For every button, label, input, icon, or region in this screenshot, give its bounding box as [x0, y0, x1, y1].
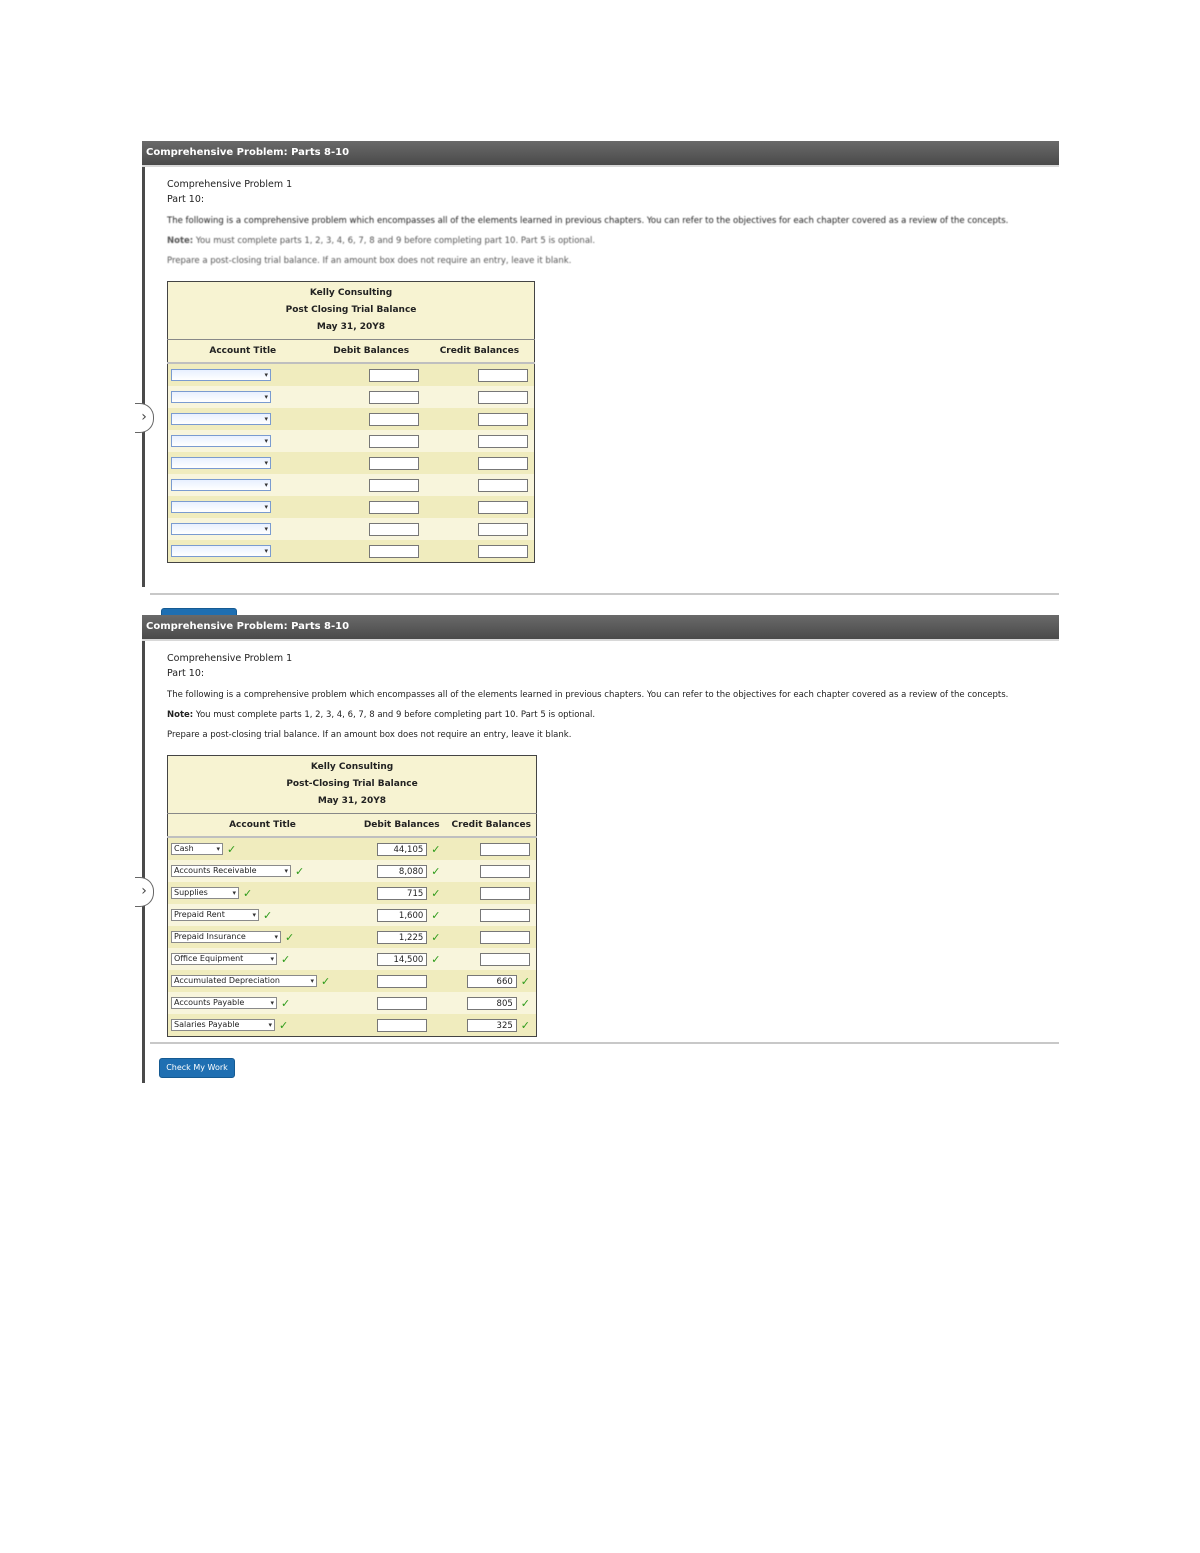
credit-cell: [425, 430, 535, 452]
table-row: [168, 408, 535, 430]
account-select[interactable]: [171, 997, 277, 1009]
credit-cell: [446, 1014, 536, 1037]
credit-cell: [446, 948, 536, 970]
credit-cell: [446, 860, 536, 882]
debit-cell: [318, 496, 425, 518]
table-row: [168, 452, 535, 474]
check-icon: ✓: [281, 952, 291, 966]
debit-cell: [357, 948, 446, 970]
table-row: [168, 970, 537, 992]
credit-input[interactable]: [478, 369, 528, 382]
panel-body: [142, 641, 1059, 1083]
table-row: [168, 860, 537, 882]
account-select[interactable]: [171, 887, 239, 899]
dropdown-arrow-icon: ▾: [232, 889, 236, 897]
account-select[interactable]: [171, 1019, 275, 1031]
check-icon: ✓: [431, 930, 441, 944]
table-row: [168, 363, 535, 386]
account-select[interactable]: [171, 931, 281, 943]
check-icon: ✓: [520, 974, 530, 988]
note-label: Note:: [167, 710, 194, 720]
account-select[interactable]: [171, 457, 271, 469]
debit-cell: [357, 992, 446, 1014]
debit-input[interactable]: [369, 457, 419, 470]
panel-header: Comprehensive Problem: Parts 8-10: [142, 615, 1059, 641]
debit-cell: [357, 1014, 446, 1037]
account-select-value: Cash: [174, 844, 194, 853]
account-cell: [168, 948, 358, 970]
credit-input[interactable]: [478, 479, 528, 492]
debit-input[interactable]: 44,105: [377, 843, 427, 856]
dropdown-arrow-icon: ▾: [310, 977, 314, 985]
check-icon: ✓: [243, 886, 253, 900]
account-cell: [168, 882, 358, 904]
account-cell: [168, 860, 358, 882]
table-row: [168, 518, 535, 540]
debit-cell: [318, 518, 425, 540]
dropdown-arrow-icon: ▾: [264, 459, 268, 467]
instruction-text: Prepare a post-closing trial balance. If an amount box does not require an entry, leave it blank.: [167, 256, 572, 266]
credit-cell: [425, 496, 535, 518]
credit-cell: [425, 452, 535, 474]
account-cell: [168, 408, 318, 430]
table-row: [168, 430, 535, 452]
intro-text: The following is a comprehensive problem which encompasses all of the elements learned in previous chapters. You can refer to the objectives for each chapter covered as a review of the concepts.: [167, 216, 1009, 226]
debit-input[interactable]: 1,600: [377, 909, 427, 922]
dropdown-arrow-icon: ▾: [264, 393, 268, 401]
account-cell: [168, 363, 318, 386]
credit-input[interactable]: [480, 909, 530, 922]
panel-divider: [150, 593, 1059, 595]
debit-cell: [357, 926, 446, 948]
problem-panel-2: [142, 615, 1059, 1083]
problem-title: Comprehensive Problem 1: [167, 179, 293, 190]
account-select[interactable]: [171, 953, 277, 965]
debit-input[interactable]: [369, 413, 419, 426]
trial-balance-table: [167, 755, 537, 1037]
account-select[interactable]: [171, 413, 271, 425]
debit-cell: [318, 452, 425, 474]
table-row: [168, 496, 535, 518]
account-cell: [168, 430, 318, 452]
account-select-value: Accumulated Depreciation: [174, 976, 280, 985]
credit-cell: [446, 992, 536, 1014]
credit-input[interactable]: [478, 435, 528, 448]
account-select[interactable]: [171, 435, 271, 447]
credit-input[interactable]: [480, 887, 530, 900]
dropdown-arrow-icon: ▾: [268, 1021, 272, 1029]
part-label: Part 10:: [167, 668, 205, 679]
check-icon: ✓: [431, 952, 441, 966]
account-cell: [168, 992, 358, 1014]
debit-cell: [357, 970, 446, 992]
table-row: [168, 1014, 537, 1037]
account-select[interactable]: [171, 909, 259, 921]
dropdown-arrow-icon: ▾: [264, 371, 268, 379]
credit-input[interactable]: [480, 953, 530, 966]
dropdown-arrow-icon: ▾: [264, 503, 268, 511]
note-body: You must complete parts 1, 2, 3, 4, 6, 7, 8 and 9 before completing part 10. Part 5 is optional.: [195, 236, 596, 246]
dropdown-arrow-icon: ▾: [216, 845, 220, 853]
debit-input[interactable]: [369, 545, 419, 558]
note-label: Note:: [167, 236, 194, 246]
account-select[interactable]: [171, 369, 271, 381]
debit-cell: [318, 430, 425, 452]
debit-input[interactable]: [369, 435, 419, 448]
debit-input[interactable]: [369, 523, 419, 536]
credit-cell: [425, 474, 535, 496]
account-select[interactable]: [171, 865, 291, 877]
panel-body: [142, 167, 1059, 587]
problem-panel-1: [142, 141, 1059, 587]
check-icon: ✓: [520, 1018, 530, 1032]
account-select[interactable]: [171, 523, 271, 535]
credit-input[interactable]: [480, 931, 530, 944]
debit-input[interactable]: [377, 975, 427, 988]
account-cell: [168, 452, 318, 474]
account-select[interactable]: [171, 501, 271, 513]
problem-title: Comprehensive Problem 1: [167, 653, 293, 664]
table-row: [168, 882, 537, 904]
table-row: [168, 948, 537, 970]
dropdown-arrow-icon: ▾: [284, 867, 288, 875]
account-select[interactable]: [171, 479, 271, 491]
dropdown-arrow-icon: ▾: [264, 481, 268, 489]
debit-input[interactable]: 14,500: [377, 953, 427, 966]
statement-date: May 31, 20Y8: [317, 796, 387, 806]
dropdown-arrow-icon: ▾: [264, 437, 268, 445]
col-account-title: Account Title: [168, 814, 358, 838]
credit-input[interactable]: 805: [467, 997, 517, 1010]
debit-cell: [318, 474, 425, 496]
debit-cell: [357, 837, 446, 860]
table-row: [168, 837, 537, 860]
part-label: Part 10:: [167, 194, 205, 205]
debit-input[interactable]: [377, 997, 427, 1010]
credit-input[interactable]: 660: [467, 975, 517, 988]
credit-input[interactable]: [478, 501, 528, 514]
check-icon: ✓: [431, 886, 441, 900]
col-account-title: Account Title: [168, 340, 318, 364]
statement-title: Post Closing Trial Balance: [285, 305, 417, 315]
credit-input[interactable]: [478, 523, 528, 536]
credit-cell: [446, 904, 536, 926]
check-icon: ✓: [281, 996, 291, 1010]
account-select-value: Prepaid Rent: [174, 910, 225, 919]
table-row: [168, 386, 535, 408]
company-name: Kelly Consulting: [309, 288, 393, 298]
account-cell: [168, 386, 318, 408]
debit-input[interactable]: [369, 369, 419, 382]
col-credit: Credit Balances: [425, 340, 535, 364]
table-row: [168, 904, 537, 926]
debit-cell: [318, 408, 425, 430]
intro-text: The following is a comprehensive problem which encompasses all of the elements learned in previous chapters. You can refer to the objectives for each chapter covered as a review of the concepts.: [167, 690, 1009, 700]
account-cell: [168, 1014, 358, 1037]
credit-cell: [446, 882, 536, 904]
account-cell: [168, 540, 318, 563]
debit-cell: [318, 363, 425, 386]
col-credit: Credit Balances: [446, 814, 536, 838]
col-debit: Debit Balances: [357, 814, 446, 838]
account-cell: [168, 970, 358, 992]
check-icon: ✓: [227, 842, 237, 856]
credit-cell: [446, 970, 536, 992]
debit-input[interactable]: 8,080: [377, 865, 427, 878]
credit-input[interactable]: [478, 391, 528, 404]
check-icon: ✓: [321, 974, 331, 988]
account-select-value: Office Equipment: [174, 954, 244, 963]
debit-cell: [318, 386, 425, 408]
account-select-value: Salaries Payable: [174, 1020, 240, 1029]
debit-input[interactable]: [369, 501, 419, 514]
account-select[interactable]: [171, 975, 317, 987]
check-icon: ✓: [520, 996, 530, 1010]
panel-header: Comprehensive Problem: Parts 8-10: [142, 141, 1059, 167]
account-cell: [168, 904, 358, 926]
credit-input[interactable]: 325: [467, 1019, 517, 1032]
dropdown-arrow-icon: ▾: [264, 547, 268, 555]
table-row: [168, 926, 537, 948]
credit-input[interactable]: [480, 843, 530, 856]
check-icon: ✓: [263, 908, 273, 922]
credit-cell: [446, 837, 536, 860]
credit-cell: [425, 540, 535, 563]
account-select[interactable]: [171, 545, 271, 557]
account-cell: [168, 496, 318, 518]
dropdown-arrow-icon: ▾: [252, 911, 256, 919]
instruction-text: Prepare a post-closing trial balance. If an amount box does not require an entry, leave it blank.: [167, 730, 572, 740]
check-icon: ✓: [295, 864, 305, 878]
dropdown-arrow-icon: ▾: [274, 933, 278, 941]
check-icon: ✓: [431, 842, 441, 856]
debit-input[interactable]: [369, 391, 419, 404]
check-icon: ✓: [285, 930, 295, 944]
account-cell: [168, 474, 318, 496]
note-body: You must complete parts 1, 2, 3, 4, 6, 7, 8 and 9 before completing part 10. Part 5 is optional.: [195, 710, 596, 720]
account-select[interactable]: [171, 391, 271, 403]
debit-input[interactable]: 1,225: [377, 931, 427, 944]
dropdown-arrow-icon: ▾: [270, 955, 274, 963]
credit-cell: [425, 518, 535, 540]
credit-input[interactable]: [478, 413, 528, 426]
dropdown-arrow-icon: ▾: [270, 999, 274, 1007]
credit-input[interactable]: [478, 545, 528, 558]
account-cell: [168, 926, 358, 948]
credit-input[interactable]: [480, 865, 530, 878]
panel-divider: [150, 1042, 1059, 1044]
chevron-right-icon[interactable]: ›: [135, 403, 154, 433]
trial-balance-table: [167, 281, 535, 563]
credit-input[interactable]: [478, 457, 528, 470]
check-icon: ✓: [431, 864, 441, 878]
credit-cell: [446, 926, 536, 948]
chevron-right-icon[interactable]: ›: [135, 877, 154, 907]
debit-input[interactable]: [377, 1019, 427, 1032]
company-name: Kelly Consulting: [310, 762, 394, 772]
dropdown-arrow-icon: ▾: [264, 525, 268, 533]
table-row: [168, 992, 537, 1014]
note-text: [167, 709, 1059, 721]
account-select-value: Prepaid Insurance: [174, 932, 246, 941]
col-debit: Debit Balances: [318, 340, 425, 364]
account-select-value: Accounts Payable: [174, 998, 245, 1007]
credit-cell: [425, 408, 535, 430]
credit-cell: [425, 363, 535, 386]
table-row: [168, 540, 535, 563]
credit-cell: [425, 386, 535, 408]
debit-input[interactable]: 715: [377, 887, 427, 900]
check-my-work-button[interactable]: Check My Work: [159, 1058, 235, 1078]
account-cell: [168, 518, 318, 540]
check-icon: ✓: [431, 908, 441, 922]
account-select-value: Supplies: [174, 888, 208, 897]
check-icon: ✓: [279, 1018, 289, 1032]
table-row: [168, 474, 535, 496]
account-select-value: Accounts Receivable: [174, 866, 257, 875]
debit-cell: [357, 904, 446, 926]
statement-title: Post-Closing Trial Balance: [286, 779, 418, 789]
note-text: [167, 235, 1059, 247]
debit-cell: [318, 540, 425, 563]
debit-cell: [357, 860, 446, 882]
debit-cell: [357, 882, 446, 904]
statement-date: May 31, 20Y8: [316, 322, 386, 332]
debit-input[interactable]: [369, 479, 419, 492]
account-select[interactable]: [171, 843, 223, 855]
dropdown-arrow-icon: ▾: [264, 415, 268, 423]
account-cell: [168, 837, 358, 860]
